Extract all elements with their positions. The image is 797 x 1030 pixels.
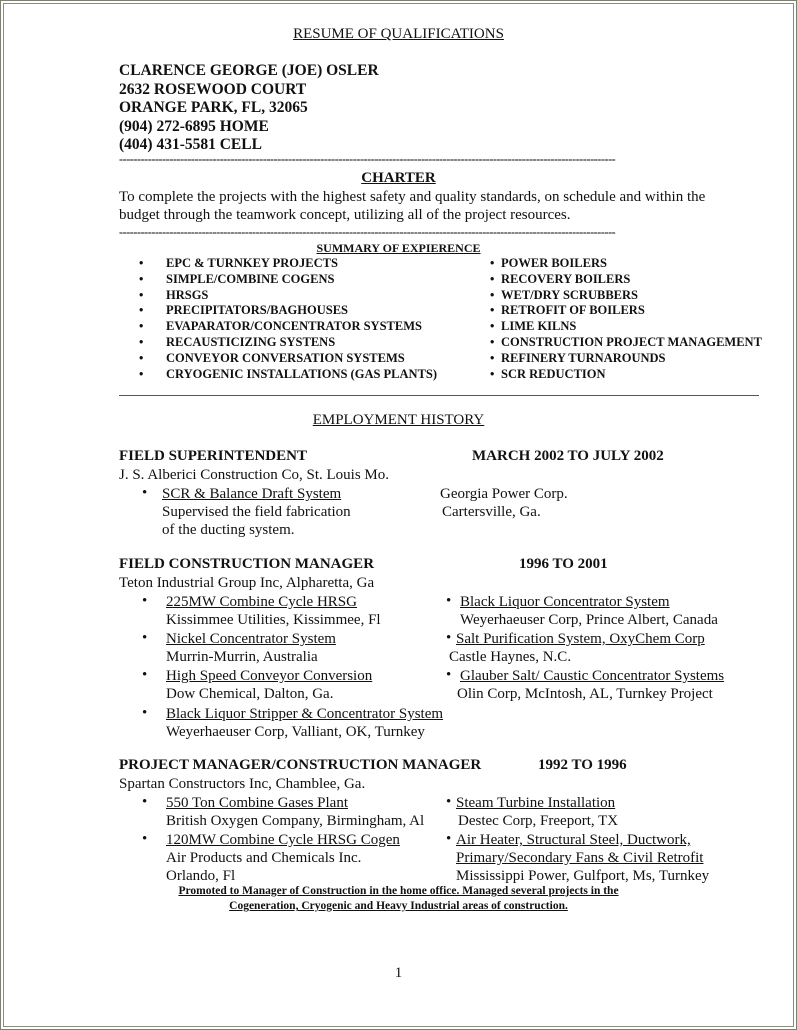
project-name: 550 Ton Combine Gases Plant — [166, 795, 348, 811]
project-detail: Murrin-Murrin, Australia — [166, 649, 318, 665]
project-detail: Weyerhaeuser Corp, Prince Albert, Canada — [460, 612, 718, 628]
promotion-note-line1: Promoted to Manager of Construction in the home office. Managed several projects in the — [178, 885, 619, 897]
contact-phone-home: (904) 272-6895 HOME — [119, 117, 269, 135]
summary-item: • EVAPARATOR/CONCENTRATOR SYSTEMS — [139, 319, 437, 335]
job-company: J. S. Alberici Construction Co, St. Louis Mo. — [119, 467, 390, 483]
project-name: Nickel Concentrator System — [166, 631, 336, 647]
bullet-icon: • — [142, 485, 148, 501]
bullet-icon: • — [142, 667, 148, 683]
project-detail: Air Products and Chemicals Inc. — [166, 850, 362, 866]
bullet-icon: • — [446, 593, 452, 609]
summary-item: • EPC & TURNKEY PROJECTS — [139, 256, 437, 272]
dashed-separator: ------------------------------------------------------------------------------------------------------------------------------------------ — [119, 152, 616, 166]
project-name: Salt Purification System, OxyChem Corp — [456, 631, 705, 647]
project-entry — [449, 630, 705, 666]
job-title: FIELD SUPERINTENDENT — [119, 448, 307, 464]
bullet-icon: • — [446, 667, 452, 683]
promotion-note-line2: Cogeneration, Cryogenic and Heavy Industrial areas of construction. — [229, 900, 568, 912]
document-title: RESUME OF QUALIFICATIONS — [293, 26, 504, 42]
bullet-icon: • — [446, 630, 452, 646]
contact-block — [119, 62, 379, 155]
project-entry — [457, 667, 725, 703]
job-dates: 1996 TO 2001 — [519, 556, 608, 572]
summary-item: • WET/DRY SCRUBBERS — [490, 288, 762, 304]
contact-address-line2: ORANGE PARK, FL, 32065 — [119, 99, 308, 116]
contact-phone-cell: (404) 431-5581 CELL — [119, 136, 262, 153]
charter-text-line1: To complete the projects with the highest safety and quality standards, on schedule and within the — [119, 189, 706, 205]
project-detail: Dow Chemical, Dalton, Ga. — [166, 686, 334, 702]
job-dates: MARCH 2002 TO JULY 2002 — [472, 448, 664, 464]
summary-item: • CONVEYOR CONVERSATION SYSTEMS — [139, 351, 437, 367]
job-title: FIELD CONSTRUCTION MANAGER — [119, 556, 375, 572]
summary-list-left — [139, 256, 437, 382]
contact-name: CLARENCE GEORGE (JOE) OSLER — [119, 62, 379, 79]
project-entry — [166, 630, 336, 666]
summary-item: • PRECIPITATORS/BAGHOUSES — [139, 303, 437, 319]
summary-item: • CONSTRUCTION PROJECT MANAGEMENT — [490, 335, 762, 351]
project-entry — [166, 667, 372, 703]
project-detail: Supervised the field fabrication — [162, 504, 351, 520]
project-name: Air Heater, Structural Steel, Ductwork, — [456, 832, 691, 848]
project-detail: Orlando, Fl — [166, 868, 236, 884]
job-company: Teton Industrial Group Inc, Alpharetta, Ga — [119, 575, 375, 591]
bullet-icon: • — [142, 831, 148, 847]
project-detail: Olin Corp, McIntosh, AL, Turnkey Project — [457, 686, 713, 702]
project-name: High Speed Conveyor Conversion — [166, 668, 373, 684]
horizontal-rule — [119, 395, 759, 396]
project-name: 225MW Combine Cycle HRSG — [166, 594, 357, 610]
project-entry — [162, 485, 351, 539]
summary-list-right — [490, 256, 762, 382]
project-name-continued: Primary/Secondary Fans & Civil Retrofit — [456, 850, 704, 866]
summary-item: • LIME KILNS — [490, 319, 762, 335]
summary-item: • CRYOGENIC INSTALLATIONS (GAS PLANTS) — [139, 367, 437, 383]
project-name: Glauber Salt/ Caustic Concentrator Systems — [460, 668, 725, 684]
project-detail: Weyerhaeuser Corp, Valliant, OK, Turnkey — [166, 724, 425, 740]
project-name: Black Liquor Concentrator System — [460, 594, 670, 610]
project-name: Steam Turbine Installation — [456, 795, 616, 811]
project-entry — [166, 705, 443, 741]
project-detail: Castle Haynes, N.C. — [449, 649, 572, 665]
project-entry — [456, 831, 709, 885]
project-name: SCR & Balance Draft System — [162, 486, 342, 502]
bullet-icon: • — [142, 705, 148, 721]
project-name: 120MW Combine Cycle HRSG Cogen — [166, 832, 400, 848]
bullet-icon: • — [446, 831, 452, 847]
project-detail: Cartersville, Ga. — [442, 504, 541, 520]
employment-heading: EMPLOYMENT HISTORY — [312, 412, 485, 428]
summary-item: • RETROFIT OF BOILERS — [490, 303, 762, 319]
contact-address-line1: 2632 ROSEWOOD COURT — [119, 80, 307, 98]
project-entry — [166, 794, 424, 830]
dashed-separator: ------------------------------------------------------------------------------------------------------------------------------------------ — [119, 225, 616, 239]
page-number: 1 — [394, 965, 403, 981]
charter-heading: CHARTER — [361, 170, 436, 186]
project-name: Black Liquor Stripper & Concentrator System — [166, 706, 444, 722]
bullet-icon: • — [142, 630, 148, 646]
summary-item: • SIMPLE/COMBINE COGENS — [139, 272, 437, 288]
bullet-icon: • — [446, 794, 452, 810]
summary-item: • POWER BOILERS — [490, 256, 762, 272]
bullet-icon: • — [142, 593, 148, 609]
project-entry — [166, 831, 400, 885]
project-client — [440, 485, 568, 521]
summary-item: • HRSGS — [139, 288, 437, 304]
project-detail: of the ducting system. — [162, 522, 295, 538]
promotion-note — [0, 884, 797, 914]
project-detail: Kissimmee Utilities, Kissimmee, Fl — [166, 612, 381, 628]
project-entry — [166, 593, 381, 629]
project-detail: Destec Corp, Freeport, TX — [458, 813, 619, 829]
summary-item: • RECOVERY BOILERS — [490, 272, 762, 288]
project-entry — [460, 593, 718, 629]
project-detail: Georgia Power Corp. — [440, 486, 568, 502]
job-company: Spartan Constructors Inc, Chamblee, Ga. — [119, 776, 366, 792]
job-title: PROJECT MANAGER/CONSTRUCTION MANAGER — [119, 757, 482, 773]
summary-item: • RECAUSTICIZING SYSTENS — [139, 335, 437, 351]
summary-heading: SUMMARY OF EXPIERENCE — [316, 241, 481, 255]
charter-text-line2: budget through the teamwork concept, utilizing all of the project resources. — [119, 207, 571, 223]
summary-item: • SCR REDUCTION — [490, 367, 762, 383]
project-detail: British Oxygen Company, Birmingham, Al — [166, 813, 425, 829]
bullet-icon: • — [142, 794, 148, 810]
summary-item: • REFINERY TURNAROUNDS — [490, 351, 762, 367]
project-entry — [456, 794, 618, 830]
project-detail: Mississippi Power, Gulfport, Ms, Turnkey — [456, 868, 710, 884]
charter-text — [119, 188, 705, 224]
job-dates: 1992 TO 1996 — [538, 757, 627, 773]
